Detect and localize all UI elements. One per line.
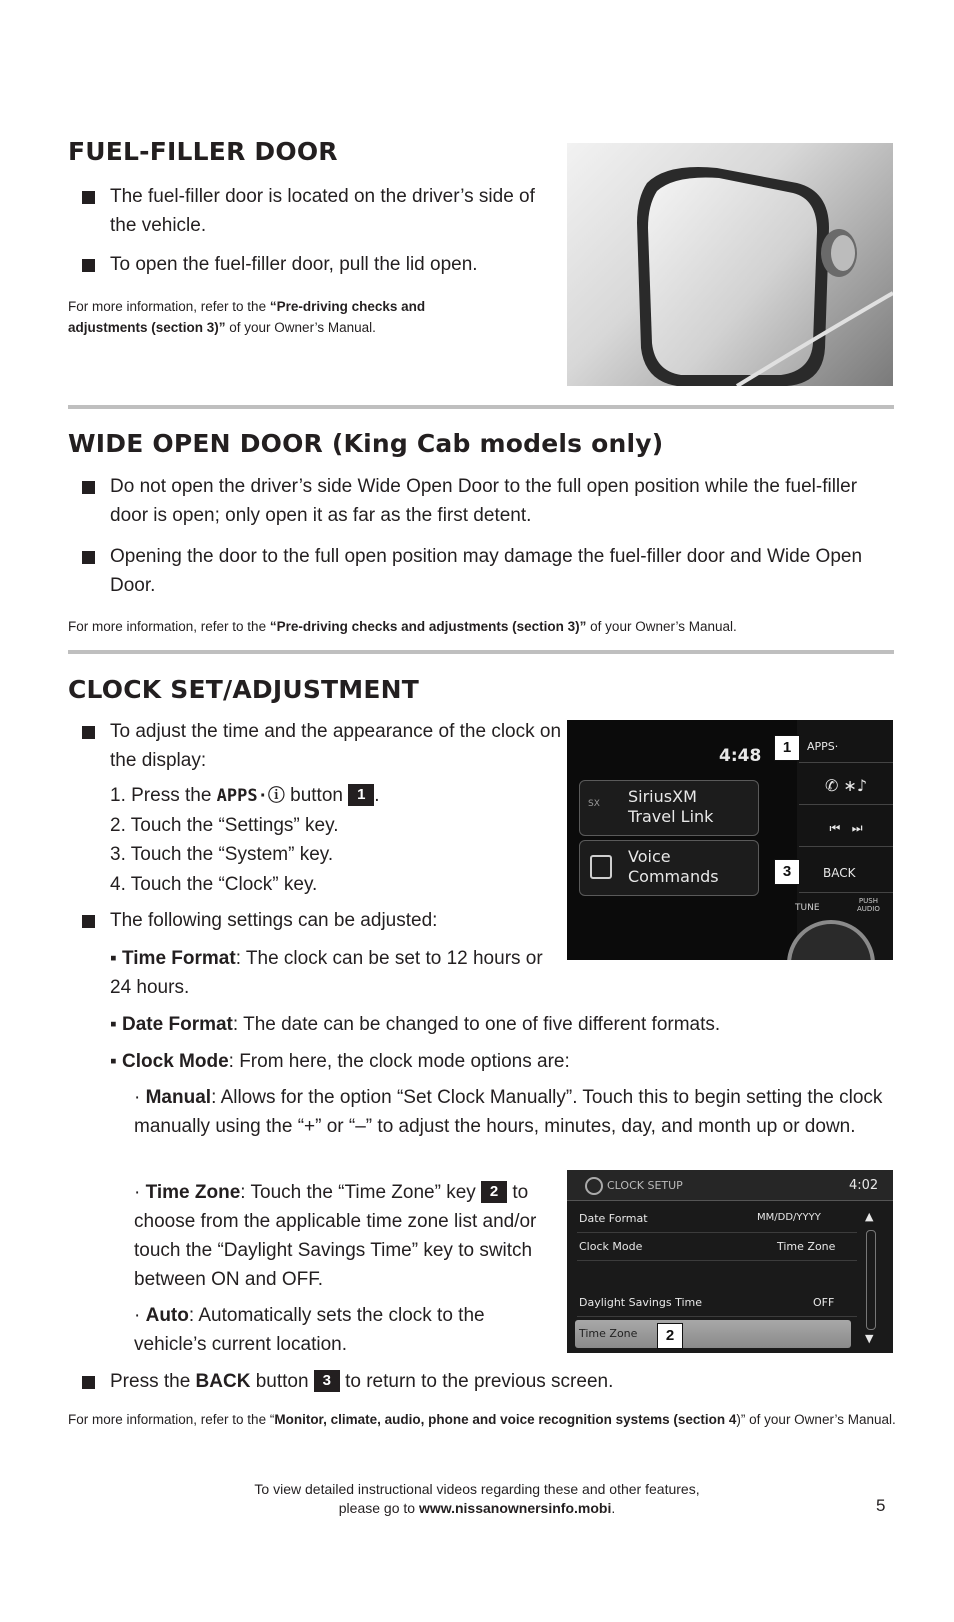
bullet-text: Press the <box>110 1371 196 1392</box>
bullet-marker <box>82 481 95 494</box>
time-format-label: Time Format <box>122 948 236 969</box>
clock-bullet-3 <box>110 1367 890 1396</box>
siriusxm-line-1: SiriusXM <box>628 787 697 806</box>
note-text: )” of your Owner’s Manual. <box>736 1412 896 1427</box>
push-audio-label <box>857 897 880 913</box>
phone-icon: ✆ ∗♪ <box>799 768 893 805</box>
bullet-text: button <box>250 1371 314 1392</box>
step-text: button <box>284 785 343 806</box>
fuel-door-photo <box>567 143 893 386</box>
tune-label: TUNE <box>795 903 820 913</box>
footer-url-link[interactable]: www.nissanownersinfo.mobi <box>418 1500 612 1516</box>
clock-bullet-2: The following settings can be adjusted: <box>110 910 438 931</box>
bullet-marker <box>82 915 95 928</box>
wide-bullet-2: Opening the door to the full open position may damage the fuel-filler door and Wide Open Door. <box>110 546 863 596</box>
head-unit-photo <box>567 720 893 960</box>
date-format-text: : The date can be changed to one of five different formats. <box>232 1014 721 1035</box>
date-format-row <box>577 1208 857 1233</box>
clock-section-heading: CLOCK SET/ADJUSTMENT <box>68 675 420 704</box>
bullet-marker <box>82 1376 95 1389</box>
note-text: For more information, refer to the “ <box>68 1412 275 1427</box>
siriusxm-line-2: Travel Link <box>628 807 714 826</box>
note-reference: “Pre-driving checks and adjustments (section 3)” <box>68 299 426 335</box>
bullet-marker <box>82 551 95 564</box>
track-seek-icon: ⏮ ⏭ <box>799 810 893 847</box>
wide-bullet-1: Do not open the driver’s side Wide Open Door to the full open position while the fuel-filler door is open; only open it as far as the first detent. <box>110 476 858 526</box>
clock-bullet-1: To adjust the time and the appearance of the clock on the display: <box>110 721 562 771</box>
note-text: of your Owner’s Manual. <box>586 619 737 634</box>
footer-text-prefix: please go to <box>338 1500 419 1516</box>
apps-button-label: APPS· <box>807 740 839 753</box>
auto-text: : Automatically sets the clock to the vehicle’s current location. <box>134 1305 485 1355</box>
clock-mode-label: Clock Mode <box>122 1051 229 1072</box>
time-zone-row-label: Time Zone <box>579 1327 638 1340</box>
callout-number-2: 2 <box>481 1181 507 1203</box>
bullet-text: to return to the previous screen. <box>339 1371 614 1392</box>
time-format-item: ▪ Time Format: The clock can be set to 12 hours or 24 hours. <box>110 948 543 998</box>
page-number: 5 <box>876 1496 886 1515</box>
audio-label: AUDIO <box>857 905 880 913</box>
clock-step-1: 1. Press the APPS·ⓘ button 1 . <box>110 785 380 806</box>
time-zone-text: : Touch the “Time Zone” key <box>240 1182 482 1203</box>
date-format-row-label: Date Format <box>579 1212 648 1225</box>
clock-mode-item: ▪ Clock Mode: From here, the clock mode options are: <box>110 1051 570 1072</box>
time-zone-label: Time Zone <box>145 1182 241 1203</box>
clock-mode-text: : From here, the clock mode options are: <box>228 1051 570 1072</box>
bullet-marker <box>82 259 95 272</box>
clock-mode-row-label: Clock Mode <box>579 1240 643 1253</box>
clock-mode-row <box>577 1236 857 1261</box>
scroll-down-icon: ▼ <box>865 1332 874 1345</box>
clock-step-4: 4. Touch the “Clock” key. <box>110 874 318 895</box>
footer-line-2 <box>0 1499 954 1518</box>
note-reference: “Pre-driving checks and adjustments (section 3)” <box>269 619 587 634</box>
clock-setup-title: CLOCK SETUP <box>607 1179 683 1192</box>
siriusxm-label <box>628 787 713 827</box>
fuel-bullet-1: The fuel-filler door is located on the driver’s side of the vehicle. <box>110 186 535 236</box>
sx-icon: SX <box>588 799 600 809</box>
section-divider <box>68 650 894 654</box>
back-button <box>799 856 893 893</box>
scroll-track <box>866 1230 876 1330</box>
manual-label: Manual <box>145 1087 212 1108</box>
voice-commands-button <box>579 840 759 896</box>
footer-text <box>0 1480 954 1518</box>
callout-2: 2 <box>657 1323 683 1349</box>
daylight-savings-row-label: Daylight Savings Time <box>579 1296 702 1309</box>
date-format-row-value: MM/DD/YYYY <box>757 1212 821 1223</box>
auto-label: Auto <box>145 1305 189 1326</box>
fuel-door-illustration <box>567 143 893 386</box>
clock-setup-time: 4:02 <box>849 1178 879 1193</box>
scrollbar <box>863 1208 879 1348</box>
bullet-marker <box>82 191 95 204</box>
tune-knob <box>787 920 875 960</box>
section-divider <box>68 405 894 409</box>
fuel-bullet-2: To open the fuel-filler door, pull the lid open. <box>110 254 478 275</box>
siriusxm-travel-link-button <box>579 780 759 836</box>
footer-text-suffix: . <box>611 1500 616 1516</box>
time-zone-text: to choose from the applicable time zone list and/or touch the “Daylight Savings Time” key to switch between ON and OFF. <box>134 1182 537 1290</box>
date-format-label: Date Format <box>122 1014 233 1035</box>
note-text: of your Owner’s Manual. <box>225 320 376 335</box>
note-text: For more information, refer to the <box>68 299 270 314</box>
voice-icon <box>590 855 612 879</box>
callout-1: 1 <box>774 735 800 761</box>
clock-note <box>68 1409 898 1430</box>
wide-section-heading: WIDE OPEN DOOR (King Cab models only) <box>68 429 664 458</box>
scroll-up-icon: ▲ <box>865 1210 874 1223</box>
callout-number-1: 1 <box>348 784 374 806</box>
clock-step-3: 3. Touch the “System” key. <box>110 844 334 865</box>
note-text: For more information, refer to the <box>68 619 270 634</box>
daylight-savings-row-value: OFF <box>813 1296 835 1309</box>
back-button-label: BACK <box>823 866 856 880</box>
manual-text: : Allows for the option “Set Clock Manually”. Touch this to begin setting the clock manually using the “+” or “–” to adjust the hours, minutes, day, and month up or down. <box>134 1087 883 1137</box>
fuel-note <box>68 296 508 338</box>
step-text: 1. Press the <box>110 785 217 806</box>
callout-number-3: 3 <box>314 1370 340 1392</box>
push-label: PUSH <box>858 897 878 905</box>
fuel-section-heading: FUEL-FILLER DOOR <box>68 137 338 166</box>
callout-3: 3 <box>774 859 800 885</box>
time-zone-option: · Time Zone: Touch the “Time Zone” key 2 to choose from the applicable time zone list and/or touch the “Daylight Savings Time” key to switch between ON and OFF. <box>134 1182 537 1290</box>
bullet-marker <box>82 726 95 739</box>
apps-button <box>799 734 893 763</box>
back-key-label: BACK <box>195 1371 251 1392</box>
voice-line-1: Voice <box>628 847 671 866</box>
display-clock: 4:48 <box>719 746 762 766</box>
date-format-item: ▪ Date Format: The date can be changed to one of five different formats. <box>110 1014 721 1035</box>
apps-key-label: APPS·ⓘ <box>216 786 285 806</box>
daylight-savings-row <box>577 1292 857 1317</box>
clock-step-2: 2. Touch the “Settings” key. <box>110 815 339 836</box>
footer-line-1: To view detailed instructional videos regarding these and other features, <box>254 1481 700 1497</box>
time-format-text: : The clock can be set to 12 hours or 24 hours. <box>110 948 543 998</box>
voice-line-2: Commands <box>628 867 719 886</box>
auto-option: · Auto: Automatically sets the clock to the vehicle’s current location. <box>134 1305 485 1355</box>
time-zone-row <box>575 1320 851 1348</box>
note-reference: Monitor, climate, audio, phone and voice recognition systems (section 4 <box>274 1412 737 1427</box>
manual-option: · Manual: Allows for the option “Set Clock Manually”. Touch this to begin setting the clock manually using the “+” or “–” to adjust the hours, minutes, day, and month up or down. <box>134 1087 883 1137</box>
clock-setup-screen <box>567 1170 893 1353</box>
wide-note <box>68 616 898 637</box>
clock-mode-row-value: Time Zone <box>777 1240 836 1253</box>
back-arrow-icon <box>585 1177 603 1195</box>
voice-commands-label <box>628 847 719 887</box>
